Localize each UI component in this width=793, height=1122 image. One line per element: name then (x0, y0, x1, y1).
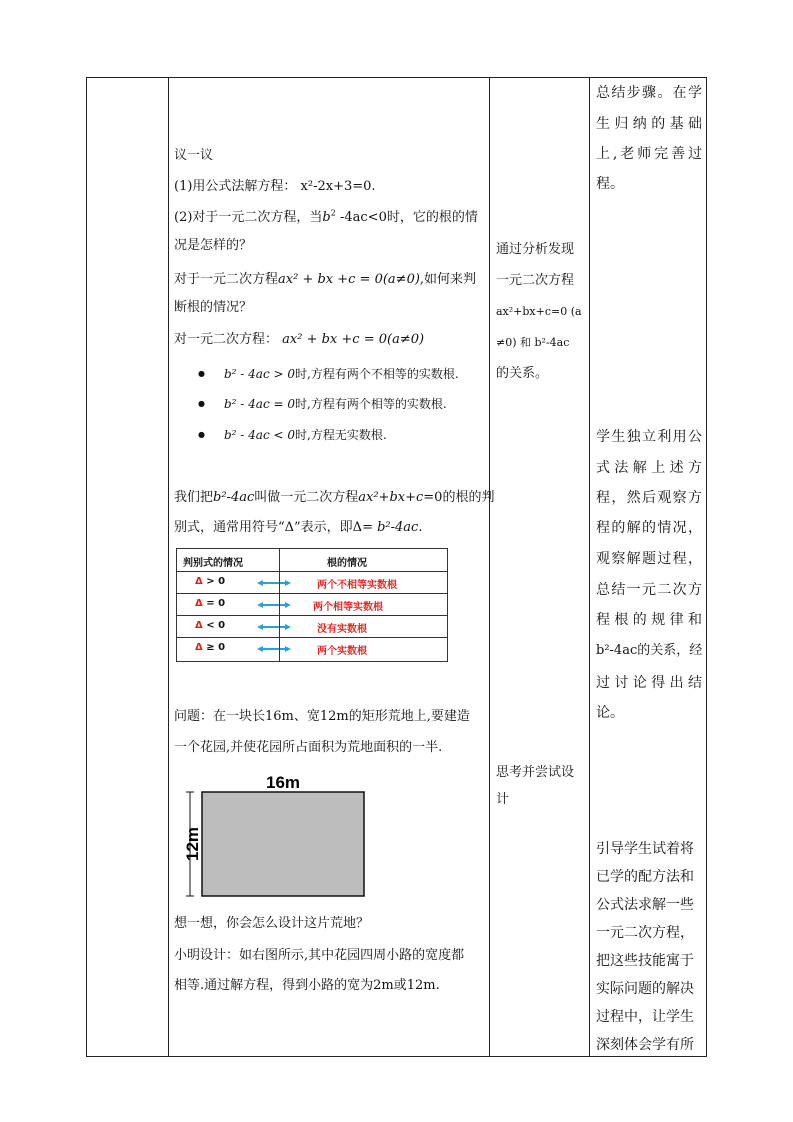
intent-line: 论。 (596, 705, 624, 721)
intent-line: 总结步骤。在学 (596, 85, 702, 101)
intent-line: 总结一元二次方 (596, 582, 702, 598)
discussion-heading: 议一议 (174, 148, 214, 163)
table-row (177, 638, 447, 661)
double-arrow-icon (257, 602, 291, 608)
column-divider-3 (589, 77, 590, 1057)
activity-line: 思考并尝试设 (496, 765, 575, 780)
bullet-dot: ● (198, 369, 205, 378)
table-row (177, 616, 447, 638)
question-2-line-1: (2)对于一元二次方程，当$b^2$ -4ac<0时，它的根的情 (174, 208, 478, 225)
intent-line: 一元二次方程， (596, 925, 694, 941)
width-label: 12m (183, 826, 202, 862)
xiaoming-line-1: 小明设计：如右图所示,其中花园四周小路的宽度都 (174, 948, 465, 963)
roots-result: 两个实数根 (317, 646, 367, 657)
header-discriminant: 判别式的情况 (183, 558, 243, 569)
activity-line: ax²+bx+c=0 (a (496, 305, 582, 318)
header-roots: 根的情况 (327, 558, 367, 569)
intent-line: 程，然后观察方 (596, 490, 702, 506)
table-row (177, 594, 447, 616)
double-arrow-icon (257, 624, 291, 630)
bullet-item-2: b² - 4ac = 0时,方程有两个相等的实数根. (224, 397, 447, 411)
intent-line: 生归纳的基础 (596, 116, 702, 132)
intent-line: 引导学生试着将 (596, 841, 694, 857)
intent-line: 程的解的情况， (596, 520, 702, 536)
double-arrow-icon (257, 580, 291, 586)
column-divider-2 (489, 77, 490, 1057)
intent-line: 实际问题的解决 (596, 981, 694, 997)
roots-result: 两个不相等实数根 (317, 580, 397, 591)
intent-line: 上,老师完善过 (596, 146, 702, 162)
table-header-row (177, 549, 447, 572)
intent-line: 观察解题过程， (596, 551, 702, 567)
roots-result: 两个相等实数根 (313, 602, 383, 613)
length-label: 16m (265, 773, 301, 792)
question-3-line-2: 断根的情况？ (174, 300, 253, 315)
definition-line-1: 我们把b²-4ac叫做一元二次方程ax²+bx+c=0的根的判 (174, 490, 495, 505)
rectangle-diagram (176, 772, 376, 900)
activity-line: ≠0) 和 b²-4ac (496, 336, 570, 349)
question-2-line-2: 况是怎样的？ (174, 238, 253, 253)
xiaoming-line-2: 相等.通过解方程，得到小路的宽为2m或12m. (174, 978, 440, 993)
question-3-line-1: 对于一元二次方程ax² + bx +c = 0(a≠0),如何来判 (174, 272, 477, 287)
bullet-item-1: b² - 4ac > 0时,方程有两个不相等的实数根. (224, 367, 459, 381)
think-prompt: 想一想，你会怎么设计这片荒地？ (174, 916, 370, 931)
intent-line: 程。 (596, 176, 624, 192)
definition-line-2: 别式，通常用符号“Δ”表示，即Δ= b²-4ac. (174, 520, 423, 535)
bullet-dot: ● (198, 430, 205, 439)
intent-line: 把这些技能寓于 (596, 953, 694, 969)
table-column-divider (279, 549, 280, 661)
delta-condition: Δ < 0 (195, 620, 226, 631)
intent-line: b²-4ac的关系，经 (596, 643, 703, 658)
problem-line-2: 一个花园,并使花园所占面积为荒地面积的一半. (174, 740, 443, 755)
intent-line: 过程中，让学生 (596, 1009, 694, 1025)
column-divider-1 (168, 77, 169, 1057)
activity-line: 一元二次方程 (496, 273, 575, 288)
intent-line: 已学的配方法和 (596, 869, 694, 885)
intent-line: 公式法求解一些 (596, 897, 694, 913)
problem-line-1: 问题：在一块长16m、宽12m的矩形荒地上,要建造 (174, 709, 470, 724)
intent-line: 式法解上述方 (596, 460, 702, 476)
discriminant-table (176, 548, 448, 662)
activity-line: 通过分析发现 (496, 242, 575, 257)
delta-condition: Δ ≥ 0 (195, 642, 226, 653)
delta-condition: Δ = 0 (195, 598, 226, 609)
intent-line: 过讨论得出结 (596, 675, 702, 691)
roots-result: 没有实数根 (317, 624, 367, 635)
bullet-item-3: b² - 4ac < 0时,方程无实数根. (224, 428, 387, 442)
delta-condition: Δ > 0 (195, 576, 226, 587)
bullet-dot: ● (198, 399, 205, 408)
question-1: (1)用公式法解方程： x²-2x+3=0. (174, 179, 376, 194)
activity-line: 的关系。 (496, 366, 549, 381)
table-row (177, 572, 447, 594)
equation-statement: 对一元二次方程： ax² + bx +c = 0(a≠0) (174, 332, 425, 347)
double-arrow-icon (257, 646, 291, 652)
intent-line: 学生独立利用公 (596, 429, 702, 445)
activity-line: 计 (496, 792, 510, 807)
intent-line: 程根的规律和 (596, 612, 702, 628)
intent-line: 深刻体会学有所 (596, 1037, 694, 1053)
